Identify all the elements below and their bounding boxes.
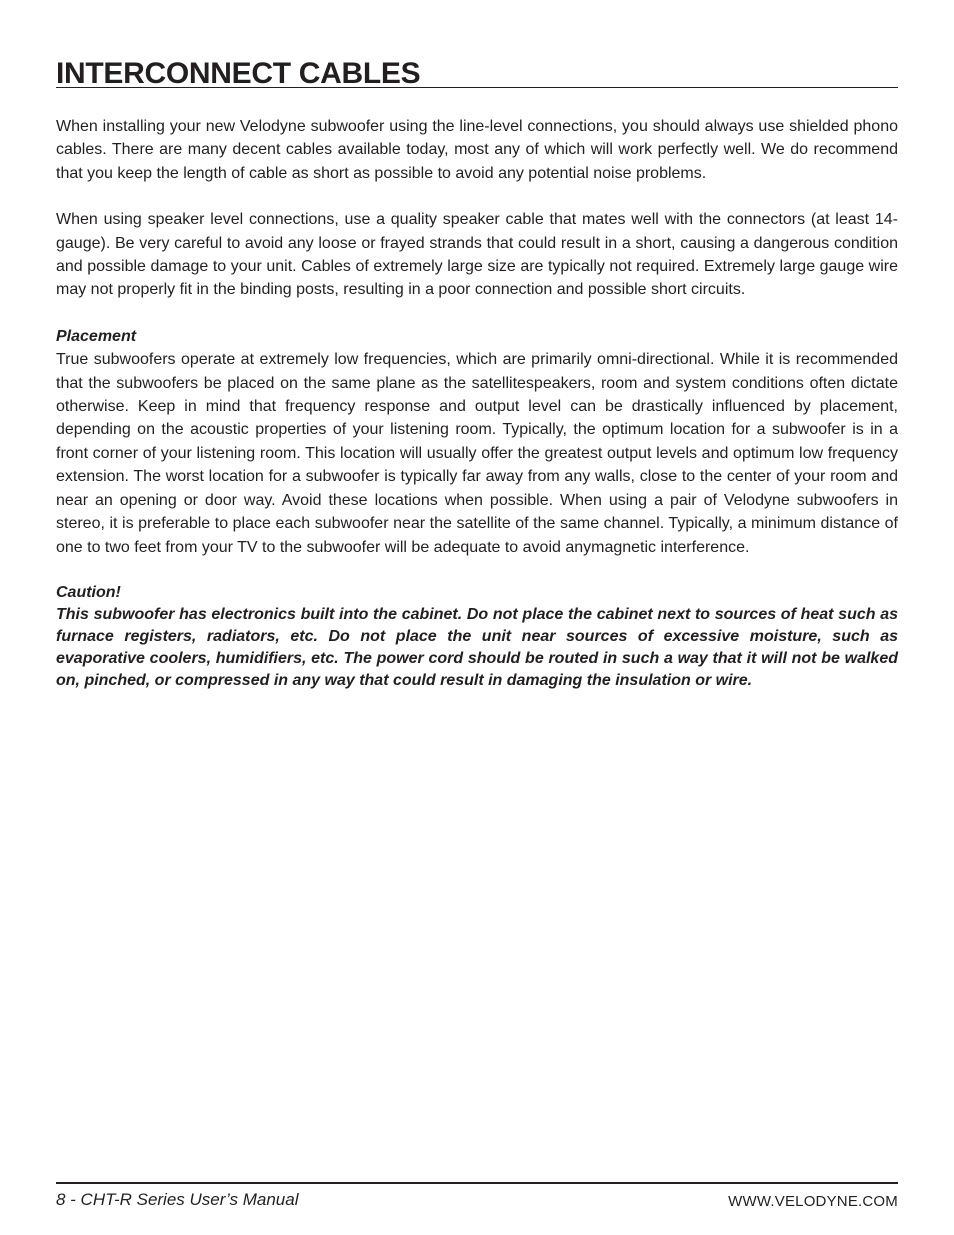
paragraph-line-level: When installing your new Velodyne subwoofer using the line-level connections, you should always use shielded phono cables. There are many decent cables available today, most any of which will work perfectly well. We do recommend that you keep the length of cable as short as possible to avoid any potential noise problems.: [56, 118, 898, 182]
placement-section: [56, 325, 898, 559]
footer-website: WWW.VELODYNE.COM: [728, 1193, 898, 1210]
caution-paragraph: This subwoofer has electronics built into the cabinet. Do not place the cabinet next to sources of heat such as furnace registers, radiators, etc. Do not place the unit near sources of excessive moisture, such as evaporative coolers, humidifiers, etc. The power cord should be routed in such a way that it will not be walked on, pinched, or compressed in any way that could result in damaging the insulation or wire.: [56, 605, 898, 689]
placement-heading: Placement: [56, 327, 137, 345]
footer-divider: [56, 1182, 898, 1184]
title-section: [56, 56, 898, 88]
caution-section: [56, 582, 898, 692]
body-content: [56, 115, 898, 692]
caution-heading: Caution!: [56, 583, 121, 601]
page-title: INTERCONNECT CABLES: [56, 57, 421, 90]
paragraph-speaker-level: When using speaker level connections, use a quality speaker cable that mates well with the connectors (at least 14-gauge). Be very careful to avoid any loose or frayed strands that could result in a short, causing a dangerous condition and possible damage to your unit. Cables of extremely large size are typically not required. Extremely large gauge wire may not properly fit in the binding posts, resulting in a poor connection and possible short circuits.: [56, 211, 898, 299]
manual-page: [56, 0, 898, 1235]
placement-paragraph: True subwoofers operate at extremely low frequencies, which are primarily omni-directional. While it is recommended that the subwoofers be placed on the same plane as the satellitespeakers, room and system conditions often dictate otherwise. Keep in mind that frequency response and output level can be drastically influenced by placement, depending on the acoustic properties of your listening room. Typically, the optimum location for a subwoofer is in a front corner of your listening room. This location will usually offer the greatest output levels and optimum low frequency extension. The worst location for a subwoofer is typically far away from any walls, close to the center of your room and near an opening or door way. Avoid these locations when possible. When using a pair of Velodyne subwoofers in stereo, it is preferable to place each subwoofer near the satellite of the same channel. Typically, a minimum distance of one to two feet from your TV to the subwoofer will be adequate to avoid anymagnetic interference.: [56, 351, 898, 556]
footer-page-label: 8 - CHT-R Series User’s Manual: [56, 1190, 299, 1209]
